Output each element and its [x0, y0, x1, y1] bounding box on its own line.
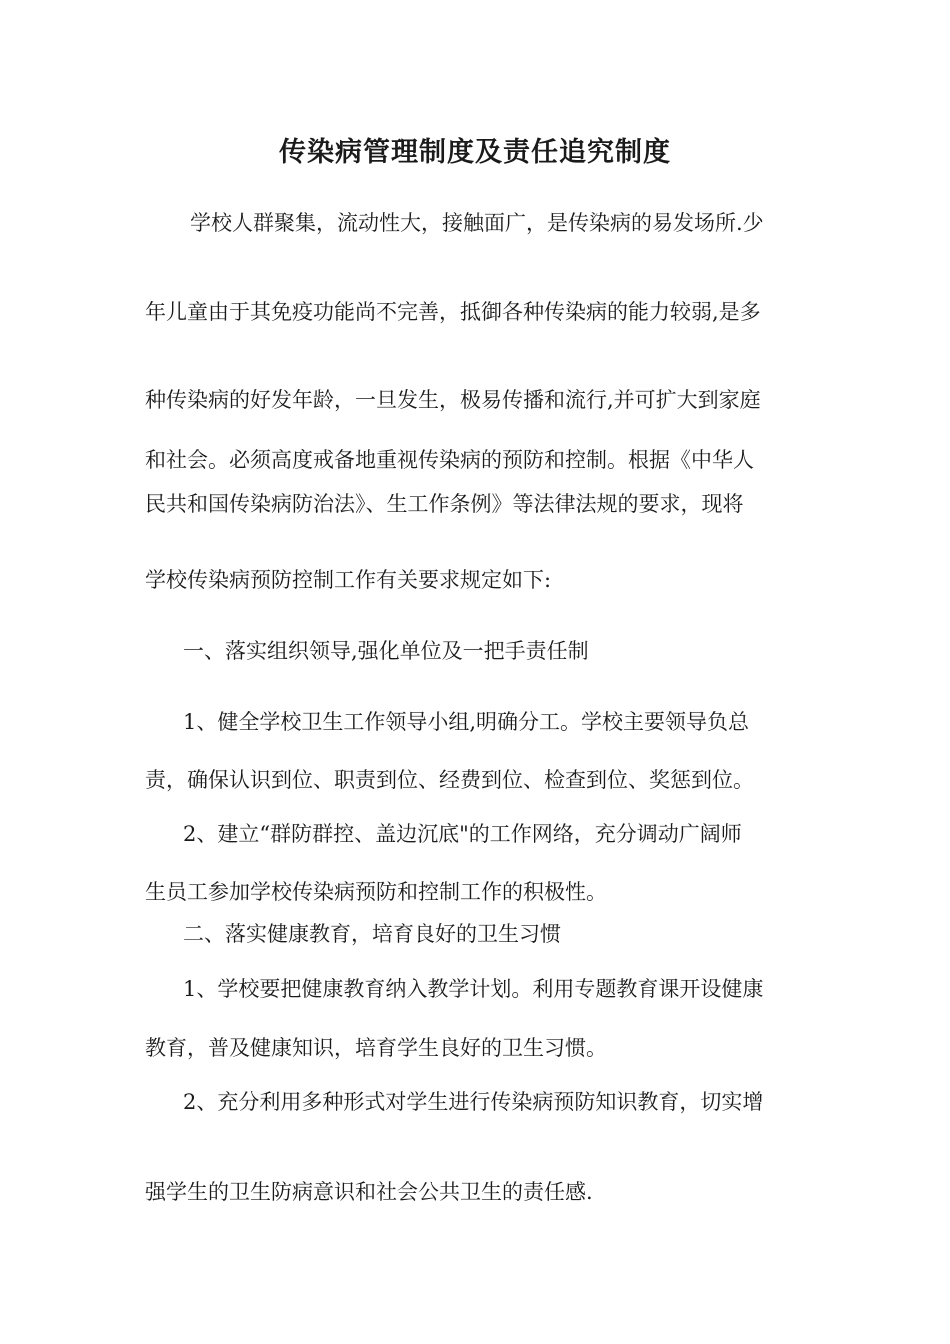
paragraph-line: 学校传染病预防控制工作有关要求规定如下: — [145, 568, 552, 592]
section-heading: 二、落实健康教育，培育良好的卫生习惯 — [183, 922, 561, 946]
list-item: 2、充分利用多种形式对学生进行传染病预防知识教育，切实增 — [183, 1090, 764, 1114]
paragraph-line: 民共和国传染病防治法》、生工作条例》等法律法规的要求，现将 — [145, 492, 744, 516]
list-item: 1、健全学校卫生工作领导小组,明确分工。学校主要领导负总 — [183, 710, 750, 734]
paragraph-line: 学校人群聚集，流动性大，接触面广，是传染病的易发场所.少 — [190, 211, 764, 235]
paragraph-line: 种传染病的好发年龄，一旦发生，极易传播和流行,并可扩大到家庭 — [145, 388, 761, 412]
paragraph-line: 生员工参加学校传染病预防和控制工作的积极性。 — [145, 880, 607, 904]
paragraph-line: 教育，普及健康知识，培育学生良好的卫生习惯。 — [145, 1036, 607, 1060]
document-title: 传染病管理制度及责任追究制度 — [279, 137, 671, 168]
list-item: 2、建立“群防群控、盖边沉底"的工作网络，充分调动广阔师 — [183, 822, 742, 846]
section-heading: 一、落实组织领导,强化单位及一把手责任制 — [183, 639, 589, 663]
paragraph-line: 责，确保认识到位、职责到位、经费到位、检查到位、奖惩到位。 — [145, 768, 754, 792]
paragraph-line: 和社会。必须高度戒备地重视传染病的预防和控制。根据《中华人 — [145, 448, 754, 472]
list-item: 1、学校要把健康教育纳入教学计划。利用专题教育课开设健康 — [183, 977, 764, 1001]
paragraph-line: 强学生的卫生防病意识和社会公共卫生的责任感. — [145, 1180, 593, 1204]
paragraph-line: 年儿童由于其免疫功能尚不完善，抵御各种传染病的能力较弱,是多 — [145, 300, 761, 324]
